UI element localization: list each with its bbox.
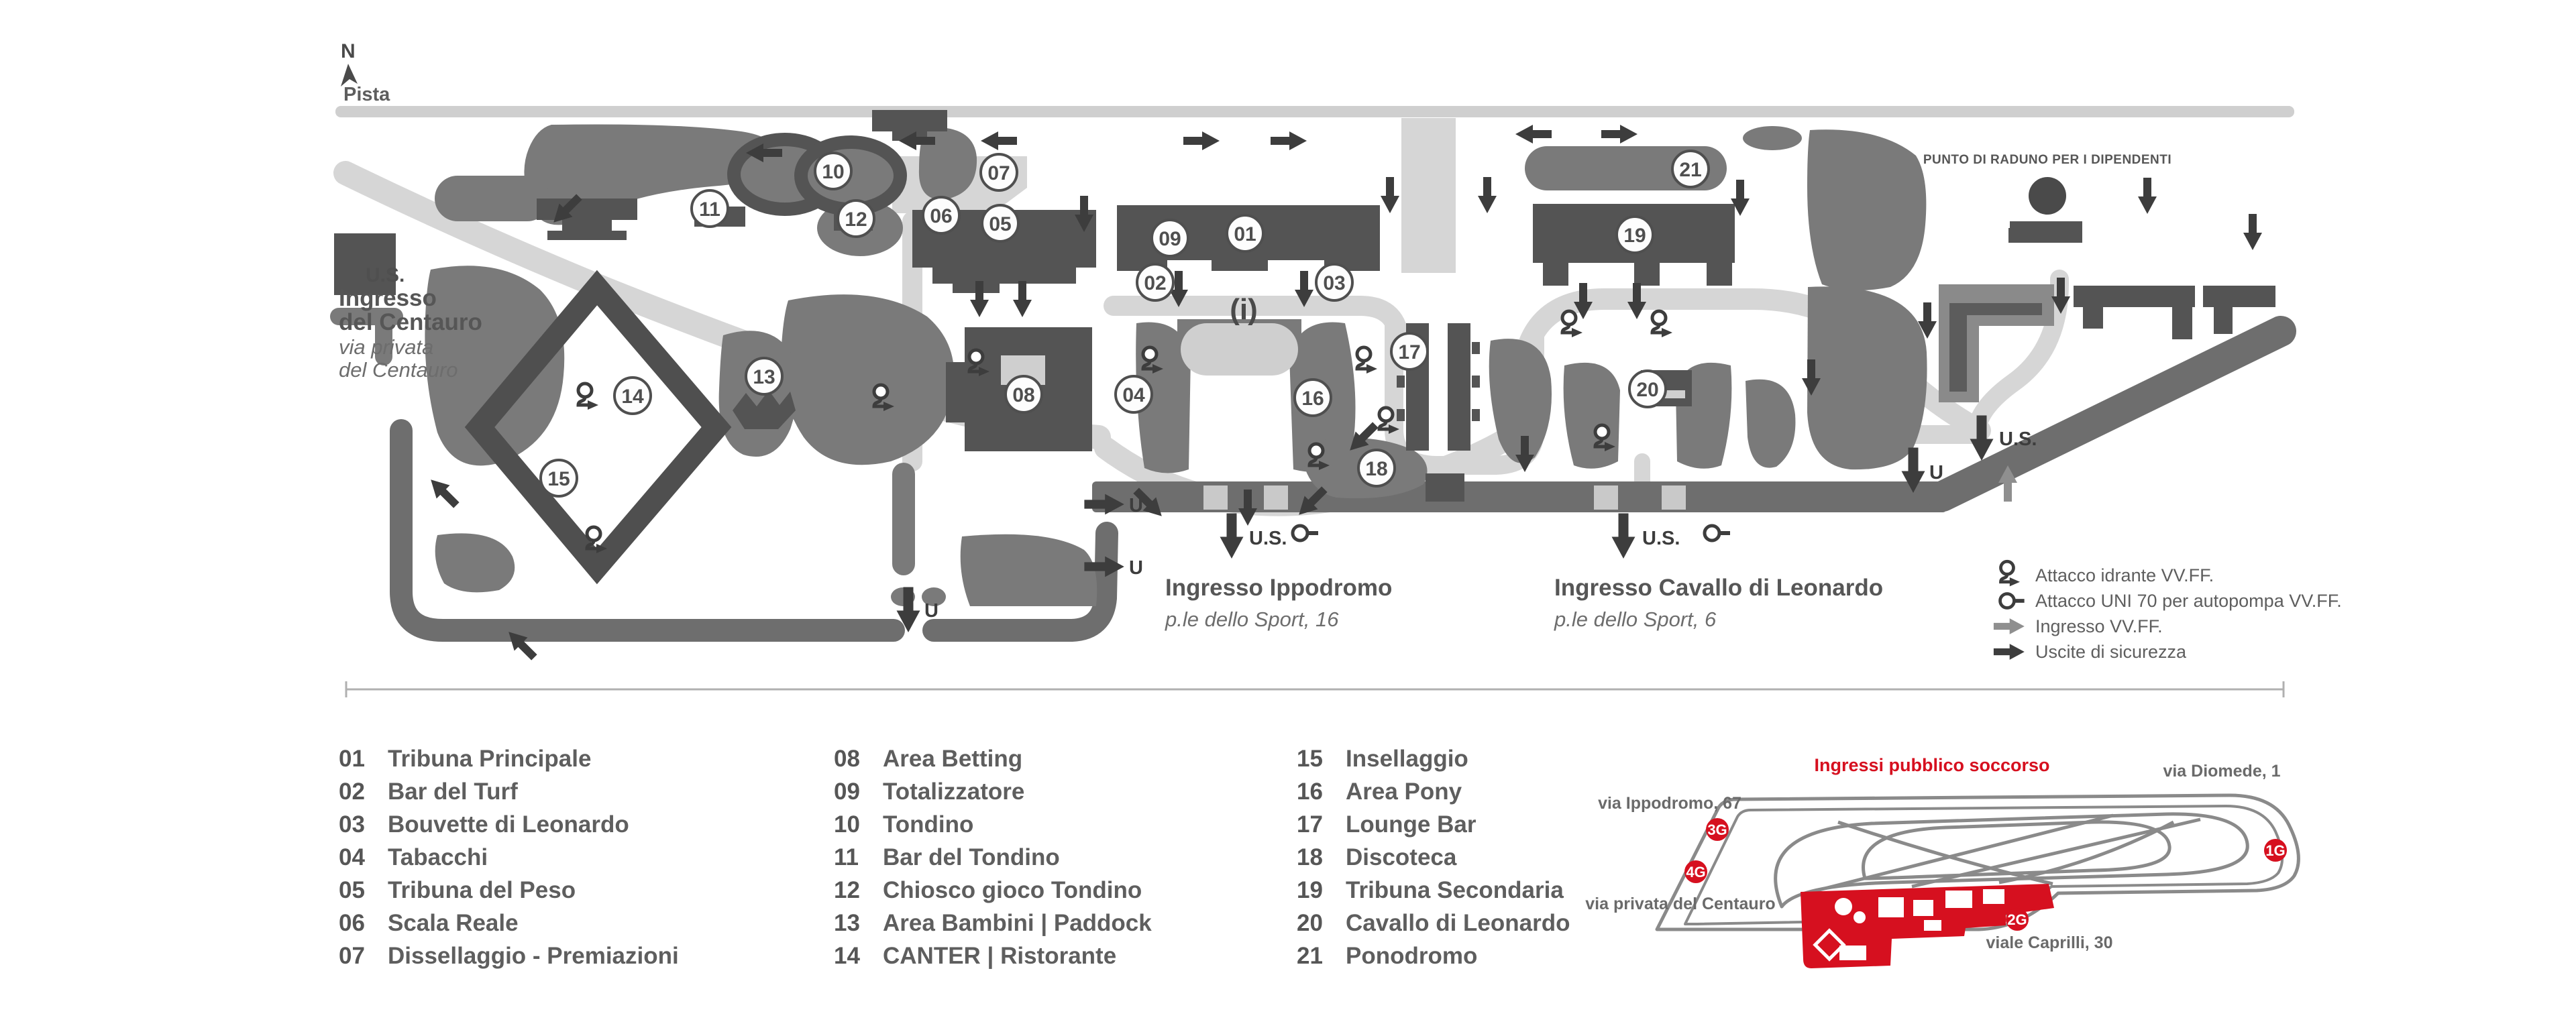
map-marker-06 (923, 197, 959, 233)
svg-text:01: 01 (1234, 223, 1256, 245)
centauro-us-label: U.S. (366, 264, 405, 286)
map-marker-09 (1152, 220, 1188, 256)
svg-text:Tabacchi: Tabacchi (388, 844, 488, 870)
map-marker-16 (1295, 380, 1331, 416)
cavallo-entrance-street: p.le dello Sport, 6 (1554, 608, 1717, 631)
svg-text:Scala Reale: Scala Reale (388, 910, 519, 936)
map-marker-08 (1006, 376, 1042, 412)
centauro-name-line1: Ingresso (339, 285, 437, 311)
svg-text:Chiosco gioco Tondino: Chiosco gioco Tondino (883, 877, 1142, 903)
svg-text:15: 15 (547, 468, 570, 490)
svg-text:via Diomede, 1: via Diomede, 1 (2163, 762, 2281, 781)
svg-text:3G: 3G (1707, 821, 1727, 838)
svg-text:06: 06 (339, 910, 365, 936)
svg-text:02: 02 (339, 779, 365, 805)
map-marker-07 (981, 154, 1017, 190)
svg-text:Lounge Bar: Lounge Bar (1346, 811, 1477, 838)
directory-item-16 (1297, 779, 1462, 805)
svg-text:19: 19 (1297, 877, 1323, 903)
inset-title: Ingressi pubblico soccorso (1814, 755, 2050, 775)
map-marker-21 (1672, 151, 1709, 187)
svg-text:4G: 4G (1686, 864, 1706, 880)
svg-text:Cavallo di Leonardo: Cavallo di Leonardo (1346, 910, 1570, 936)
directory-item-18 (1297, 844, 1457, 870)
svg-text:17: 17 (1398, 341, 1421, 363)
map-marker-05 (982, 205, 1018, 241)
svg-text:U: U (1929, 462, 1943, 483)
svg-text:13: 13 (753, 366, 775, 388)
svg-text:18: 18 (1365, 458, 1388, 480)
directory-item-10 (834, 811, 973, 838)
svg-text:Bouvette di Leonardo: Bouvette di Leonardo (388, 811, 629, 838)
map-marker-17 (1391, 333, 1428, 369)
inset-gate-2G (2006, 908, 2029, 931)
svg-text:09: 09 (1159, 228, 1181, 250)
svg-text:12: 12 (834, 877, 860, 903)
svg-text:14: 14 (834, 943, 860, 969)
svg-text:Dissellaggio - Premiazioni: Dissellaggio - Premiazioni (388, 943, 679, 969)
svg-text:Insellaggio: Insellaggio (1346, 746, 1468, 772)
ippodromo-entrance-name: Ingresso Ippodromo (1165, 575, 1393, 601)
svg-text:Attacco idrante VV.FF.: Attacco idrante VV.FF. (2035, 565, 2214, 585)
svg-text:08: 08 (1012, 384, 1035, 406)
svg-text:Tondino: Tondino (883, 811, 974, 838)
svg-text:03: 03 (339, 811, 365, 838)
svg-text:U: U (1129, 495, 1143, 516)
map-marker-19 (1617, 217, 1653, 253)
svg-text:04: 04 (1122, 384, 1145, 406)
svg-text:U.S.: U.S. (1249, 528, 1287, 549)
centauro-street-line2: del Centauro (339, 358, 458, 382)
inset-gate-3G (1706, 818, 1729, 841)
svg-text:Attacco UNI 70 per autopompa V: Attacco UNI 70 per autopompa VV.FF. (2035, 591, 2342, 611)
svg-text:05: 05 (989, 213, 1012, 235)
map-marker-11 (692, 190, 728, 227)
svg-text:18: 18 (1297, 844, 1323, 870)
svg-text:Bar del Tondino: Bar del Tondino (883, 844, 1060, 870)
svg-text:01: 01 (339, 746, 365, 772)
map-marker-10 (815, 153, 851, 189)
svg-text:Tribuna Secondaria: Tribuna Secondaria (1346, 877, 1564, 903)
assembly-point-marker (2029, 177, 2066, 215)
map-marker-20 (1629, 371, 1666, 407)
map-marker-15 (541, 460, 577, 496)
map-marker-18 (1358, 450, 1395, 486)
centauro-street-line1: via privata (339, 335, 434, 359)
svg-text:07: 07 (339, 943, 365, 969)
svg-text:19: 19 (1623, 225, 1646, 247)
svg-text:Uscite di sicurezza: Uscite di sicurezza (2035, 642, 2187, 662)
svg-text:Area Betting: Area Betting (883, 746, 1023, 772)
inset-gate-4G (1684, 860, 1707, 883)
svg-text:12: 12 (845, 209, 867, 231)
svg-text:21: 21 (1679, 159, 1702, 181)
svg-text:09: 09 (834, 779, 860, 805)
svg-text:2G: 2G (2007, 911, 2027, 928)
directory-item-07 (339, 943, 679, 969)
svg-text:via privata del Centauro: via privata del Centauro (1585, 895, 1776, 913)
svg-text:06: 06 (930, 205, 953, 227)
svg-text:07: 07 (987, 162, 1010, 184)
svg-text:via Ippodromo, 67: via Ippodromo, 67 (1598, 794, 1741, 813)
svg-text:11: 11 (699, 198, 720, 221)
svg-text:viale Caprilli, 30: viale Caprilli, 30 (1986, 933, 2113, 952)
svg-text:13: 13 (834, 910, 860, 936)
svg-text:Area Pony: Area Pony (1346, 779, 1462, 805)
svg-text:10: 10 (834, 811, 860, 838)
compass-label: N (341, 40, 356, 62)
svg-text:16: 16 (1301, 388, 1324, 410)
map-marker-13 (746, 358, 782, 394)
svg-text:08: 08 (834, 746, 860, 772)
info-point-icon: (i) (1230, 293, 1258, 326)
svg-text:20: 20 (1636, 379, 1659, 401)
svg-text:16: 16 (1297, 779, 1323, 805)
assembly-point-label: PUNTO DI RADUNO PER I DIPENDENTI (1923, 153, 2172, 167)
race-track-bar (335, 106, 2294, 117)
svg-text:Tribuna del Peso: Tribuna del Peso (388, 877, 576, 903)
directory-item-15 (1297, 746, 1468, 772)
inset-gate-1G (2264, 839, 2287, 862)
svg-text:21: 21 (1297, 943, 1323, 969)
svg-text:05: 05 (339, 877, 365, 903)
svg-text:1G: 1G (2265, 842, 2286, 859)
svg-text:Bar del Turf: Bar del Turf (388, 779, 518, 805)
svg-text:Discoteca: Discoteca (1346, 844, 1457, 870)
svg-text:20: 20 (1297, 910, 1323, 936)
svg-text:04: 04 (339, 844, 365, 870)
centauro-name-line2: del Centauro (339, 309, 482, 335)
svg-text:17: 17 (1297, 811, 1323, 838)
svg-text:03: 03 (1323, 272, 1346, 294)
parterre-oval (1181, 323, 1298, 376)
svg-text:Area Bambini | Paddock: Area Bambini | Paddock (883, 910, 1152, 936)
svg-text:02: 02 (1144, 272, 1167, 294)
svg-text:U: U (1129, 557, 1143, 579)
track-label: Pista (343, 84, 390, 105)
svg-text:Ponodromo: Ponodromo (1346, 943, 1478, 969)
svg-text:U.S.: U.S. (1642, 528, 1680, 549)
svg-text:11: 11 (834, 844, 859, 870)
svg-text:Totalizzatore: Totalizzatore (883, 779, 1025, 805)
legend-row (2000, 591, 2342, 611)
svg-text:Ingresso VV.FF.: Ingresso VV.FF. (2035, 616, 2163, 636)
svg-text:CANTER | Ristorante: CANTER | Ristorante (883, 943, 1117, 969)
map-marker-12 (838, 201, 874, 237)
directory-item-04 (339, 844, 488, 870)
map-marker-02 (1137, 264, 1173, 300)
svg-text:10: 10 (822, 161, 845, 183)
svg-text:U: U (924, 600, 938, 622)
map-marker-01 (1227, 215, 1263, 251)
map-marker-03 (1316, 264, 1352, 300)
ippodromo-entrance-street: p.le dello Sport, 16 (1165, 608, 1339, 631)
cavallo-entrance-name: Ingresso Cavallo di Leonardo (1554, 575, 1884, 601)
svg-text:14: 14 (621, 386, 644, 408)
map-marker-14 (614, 378, 651, 414)
svg-text:15: 15 (1297, 746, 1323, 772)
map-marker-04 (1116, 376, 1152, 412)
svg-text:U.S.: U.S. (1999, 428, 2037, 450)
svg-text:Tribuna Principale: Tribuna Principale (388, 746, 592, 772)
wide-access-road (1401, 118, 1456, 273)
